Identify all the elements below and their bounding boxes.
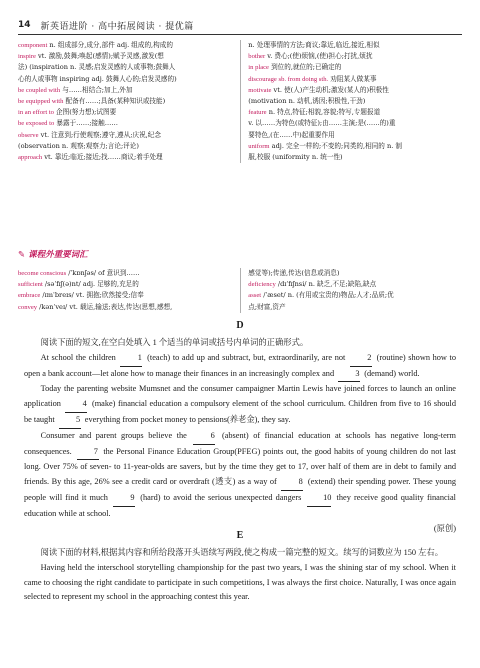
vocab-entry	[248, 152, 462, 163]
answer-blank[interactable]: 2	[350, 351, 372, 367]
vocab-entry	[248, 62, 462, 73]
paragraph-text: (teach) to add up and subtract, but, extraordinarily, are not	[144, 352, 348, 362]
answer-blank[interactable]: 9	[113, 491, 135, 507]
extra-vocab-heading: ✎ 课程外重要词汇	[18, 250, 88, 260]
vocab-entry	[248, 279, 462, 290]
vocab-entry	[248, 118, 462, 129]
column-divider	[240, 40, 241, 163]
vocab-entry	[18, 62, 232, 73]
vocab-headword: be coupled with	[18, 86, 61, 94]
section-e-paragraph: Having held the interschool storytelling championship for the past two years, I was the shining star of my school. When it came to choosing the right candidate to participate in such competitions, I was always the first choice. Naturally, I was once again selected to represent my school in the approaching contest this year.	[24, 562, 456, 602]
section-d-label: D	[236, 320, 244, 331]
article-paragraph	[24, 429, 456, 522]
vocab-definition: vt. 使(人)产生动机;激发(某人的)积极性	[271, 85, 389, 94]
paragraph-text: Consumer and parent groups believe the	[40, 430, 192, 440]
vocab-entry	[18, 279, 232, 290]
vocab-entry	[248, 268, 462, 279]
paragraph-text: (hard) to avoid the serious unexpected dangers	[137, 492, 305, 502]
vocab-entry	[18, 290, 232, 301]
vocab-definition: 配备有……;具备(某种知识或技能)	[63, 97, 166, 106]
vocab-entry	[18, 130, 232, 141]
paragraph-text: At school the children	[40, 352, 119, 362]
answer-blank[interactable]: 6	[193, 429, 215, 445]
page-number: 14	[18, 20, 31, 30]
answer-blank[interactable]: 5	[59, 413, 81, 429]
vocab-definition: (observation n. 观察;观察力;言论;评论)	[18, 141, 139, 150]
vocab-column-right	[248, 40, 462, 163]
vocabulary-box	[18, 40, 462, 163]
vocab-entry	[18, 152, 232, 163]
vocab-definition: (motivation n. 动机,诱因;积极性,干劲)	[248, 97, 366, 106]
paragraph-text: they receive good quality financial education while at school.	[24, 492, 456, 518]
vocab-headword: uniform	[248, 142, 270, 150]
section-d-instruction: 阅读下面的短文,在空白处填入 1 个适当的单词或括号内单词的正确形式。	[40, 338, 309, 347]
vocab-definition: 心的人或事物 inspiring adj. 鼓舞人心的;启发灵感的)	[18, 74, 177, 83]
vocab-definition: 法) (inspiration n. 灵感;启发灵感的人或事物;鼓舞人	[18, 63, 176, 72]
source-note: (原创)	[433, 523, 456, 533]
section-e-instruction: 阅读下面的材料,根据其内容和所给段落开头语续写两段,使之构成一篇完整的短文。续写的词数应为 150 左右。	[40, 548, 443, 557]
vocab-headword: in an effort to	[18, 109, 54, 117]
vocab-definition: /ˈkɒnʃəs/ of 意识到……	[66, 269, 140, 277]
vocab-entry	[18, 141, 232, 152]
vocab-headword: convey	[18, 303, 38, 311]
vocab-definition: n. 组成部分,成分,部件 adj. 组成的,构成的	[47, 41, 173, 49]
vocab-definition: 要特色,(在……中)起重要作用	[248, 130, 335, 139]
vocab-definition: adj. 完全一样的;不变的;同类的,相同的 n. 制	[269, 141, 403, 150]
vocab-definition: n. 处理事情的方法;商议;靠近,临近,接近,相似	[248, 41, 380, 49]
vocab-headword: be equipped with	[18, 98, 64, 106]
vocab-definition: 企图(努力想);试图要	[53, 108, 117, 117]
vocab-headword: in place	[248, 64, 269, 72]
vocab-entry	[18, 107, 232, 118]
vocab-headword: approach	[18, 154, 43, 162]
paragraph-text: (extend) their spending power. These young people will find it much	[24, 477, 456, 502]
paragraph-text: (make) financial education a compulsory element of the school curriculum. Children from five to 16 should be taught	[24, 399, 456, 424]
vocab-definition: /ɪmˈbreɪs/ vt. 拥抱;欣然接受;信奉	[40, 291, 144, 300]
vocab-entry	[18, 40, 232, 51]
vocab-headword: discourage sb. from doing sth.	[248, 75, 329, 83]
vocab-headword: sufficient	[18, 281, 43, 289]
vocab-definition: v. 以……为特色(或特征);由……主演;是(……的)重	[248, 119, 396, 128]
vocab-definition: 服,校服 (uniformity n. 统一性)	[248, 153, 343, 162]
vocab-headword: deficiency	[248, 281, 276, 289]
vocab-definition: 与……相结合;加上,外加	[60, 85, 133, 94]
vocab-definition: vt. 靠近;临近;接近;找……商议;着手处理	[42, 153, 163, 162]
column-divider	[240, 268, 241, 313]
paragraph-text: (absent) of financial education at schools has negative long-term consequences.	[24, 430, 456, 456]
vocab-entry	[18, 51, 232, 62]
vocab-definition: 到位的,就位的;已确定的	[268, 63, 342, 72]
extra-vocab-column-left	[18, 268, 232, 313]
vocab-headword: inspire	[18, 53, 36, 61]
vocab-entry	[248, 40, 462, 51]
vocab-definition: 点;财富,资产	[248, 302, 286, 311]
vocab-entry	[248, 130, 462, 141]
section-e-article	[24, 546, 456, 605]
extra-vocab-column-right	[248, 268, 462, 313]
vocab-headword: bother	[248, 53, 266, 61]
vocab-entry	[18, 74, 232, 85]
vocab-headword: feature	[248, 109, 267, 117]
paragraph-text: Today the parenting website Mumsnet and the consumer campaigner Martin Lewis have joined forces to launch an online application	[24, 384, 456, 409]
article-paragraph	[24, 351, 456, 383]
vocab-entry	[18, 302, 232, 313]
vocab-entry	[248, 74, 462, 85]
paragraph-text: (routine) shown how to open a bank account—let alone how to manage their finances in an increasingly complex and	[24, 352, 457, 378]
paragraph-text: (demand) world.	[362, 368, 420, 378]
vocab-entry	[248, 141, 462, 152]
vocab-entry	[18, 85, 232, 96]
vocab-definition: 劝阻某人做某事	[328, 74, 377, 83]
vocab-headword: observe	[18, 131, 39, 139]
vocab-headword: asset	[248, 292, 262, 300]
vocab-entry	[248, 290, 462, 301]
vocab-definition: /səˈfɪʃ(ə)nt/ adj. 足够的,充足的	[42, 280, 139, 289]
pencil-icon: ✎	[18, 250, 26, 260]
vocab-entry	[248, 85, 462, 96]
answer-blank[interactable]: 4	[65, 397, 87, 413]
vocab-headword: be exposed to	[18, 120, 55, 128]
vocab-definition: v. 费心;(使)烦恼,(使)担心;打扰,烦扰	[265, 52, 373, 61]
vocab-definition: vt. 注意到;行使观察;遵守,遵从;庆祝,纪念	[38, 130, 161, 139]
vocab-headword: embrace	[18, 292, 41, 300]
vocab-headword: motivate	[248, 86, 272, 94]
vocab-entry	[248, 107, 462, 118]
vocab-entry	[18, 268, 232, 279]
page-header	[18, 16, 462, 35]
vocab-definition: /ˈæset/ n. (有用或宝贵的)物品;人才;品质;优	[261, 291, 394, 300]
answer-blank[interactable]: 3	[338, 367, 360, 383]
answer-blank[interactable]: 1	[120, 351, 142, 367]
paragraph-text: the Personal Finance Education Group(PFEG) points out, the good habits of young children do not last long. Over 75% of seven- to 11-year-olds are savers, but by the time they get to 17, over half of them are in debt to family and friends. By this age, 26% see a credit card or overdraft (透支) as a way of	[24, 446, 456, 487]
vocab-headword: component	[18, 42, 48, 49]
paragraph-text: everything from pocket money to pensions(养老金), they say.	[82, 414, 291, 424]
vocab-definition: vt. 激励,鼓舞;唤起(感情);赋予灵感,激发(想	[35, 52, 164, 61]
answer-blank[interactable]: 10	[307, 491, 332, 507]
vocab-entry	[248, 51, 462, 62]
vocab-entry	[18, 96, 232, 107]
vocab-headword: become conscious	[18, 270, 67, 277]
section-e-label: E	[236, 530, 244, 541]
answer-blank[interactable]: 8	[281, 475, 303, 491]
vocab-entry	[18, 118, 232, 129]
book-series-title: 新英语进阶 · 高中拓展阅读 · 提优篇	[40, 21, 194, 32]
article-paragraph	[24, 382, 456, 428]
vocab-entry	[248, 302, 462, 313]
extra-vocabulary-box	[18, 268, 462, 313]
vocab-definition: /dɪˈfɪʃnsi/ n. 缺乏,不足;缺陷,缺点	[275, 280, 377, 289]
section-d-paragraphs	[24, 351, 456, 522]
vocab-definition: n. 特点,特征;相貌,容貌;特写,专题报道	[266, 108, 381, 117]
vocab-column-left	[18, 40, 232, 163]
vocab-definition: /kənˈveɪ/ vt. 载运,输送;表达,传达(思想,感想,	[37, 302, 173, 311]
vocab-definition: 感觉等);传递,传达(信息或消息)	[248, 269, 340, 277]
vocab-entry	[248, 96, 462, 107]
vocab-definition: 暴露于……;接触……	[54, 119, 118, 128]
answer-blank[interactable]: 7	[77, 445, 99, 461]
section-d-article	[24, 336, 456, 536]
